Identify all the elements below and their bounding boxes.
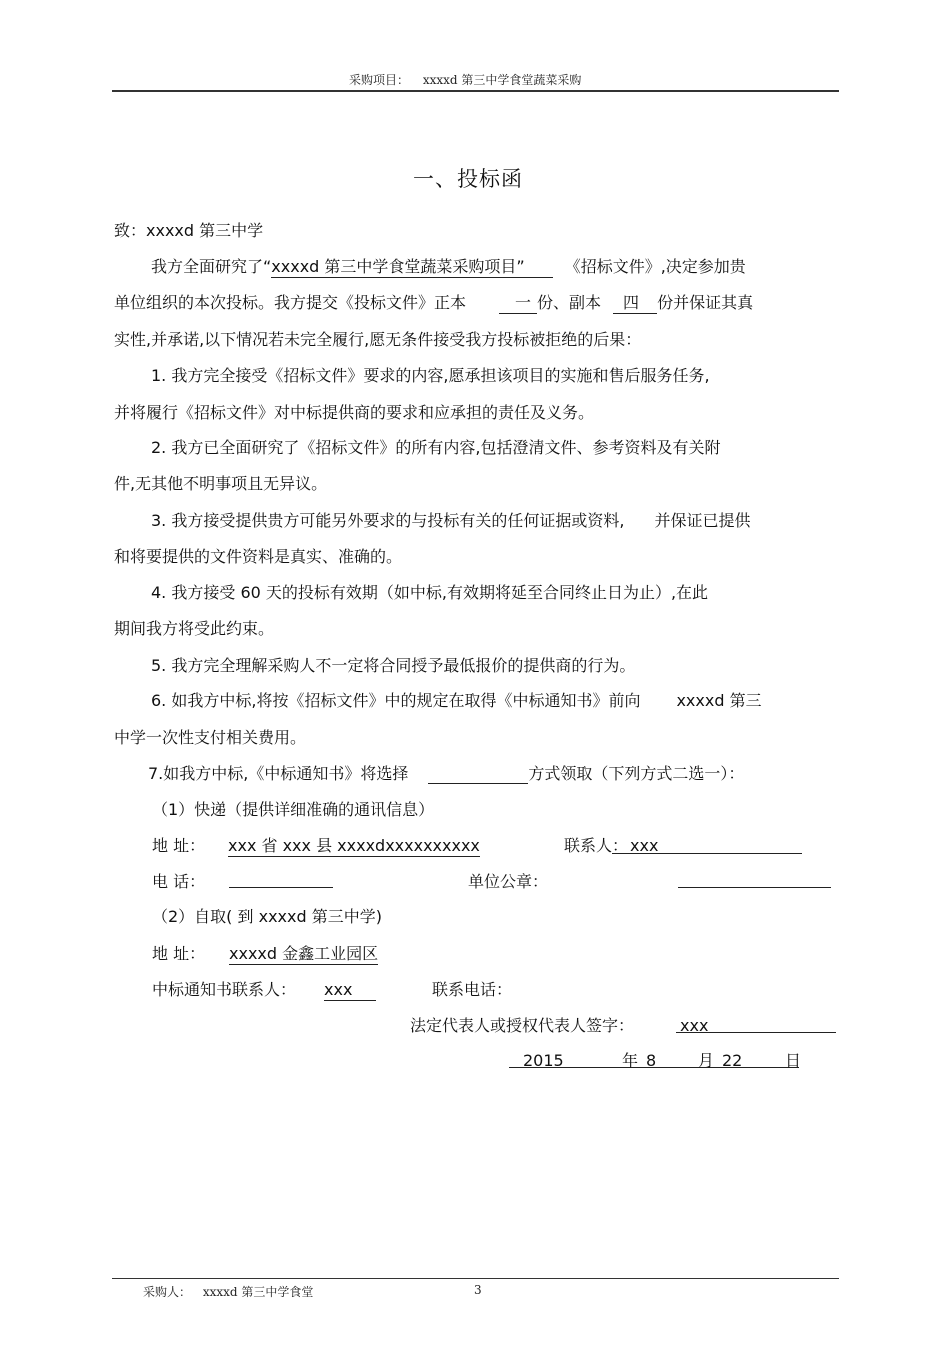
intro-line-2: [114, 293, 753, 314]
item-2-line-1: 2. 我方已全面研究了《招标文件》的所有内容,包括澄清文件、参考资料及有关附: [151, 438, 721, 457]
phone-label: 电 话：: [152, 872, 206, 891]
header-rule: [112, 90, 839, 92]
original-count: 一: [499, 293, 537, 314]
item-4-line-2: 期间我方将受此约束。: [114, 619, 275, 638]
header-project: xxxxd 第三中学食堂蔬菜采购: [422, 73, 582, 87]
item-1-line-2: 并将履行《招标文件》对中标提供商的要求和应承担的责任及义务。: [114, 403, 595, 422]
item-5: 5. 我方完全理解采购人不一定将合同授予最低报价的提供商的行为。: [151, 656, 636, 675]
date-month-unit: 月: [698, 1051, 715, 1070]
header-label: 采购项目：: [349, 73, 410, 87]
seal-blank: [678, 887, 831, 888]
page-title: 一、投标函: [413, 167, 523, 191]
pickup-address-label: 地 址：: [152, 944, 206, 963]
salutation: 致：xxxxd 第三中学: [114, 221, 264, 240]
date-year: 2015: [523, 1051, 564, 1070]
contact-value: xxx: [630, 836, 659, 855]
footer-buyer: xxxxd 第三中学食堂: [202, 1285, 314, 1299]
address-text: xxx 省 xxx 县 xxxxdxxxxxxxxxx: [228, 836, 480, 855]
phone-blank: [229, 887, 333, 888]
notice-contact-label: 中标通知书联系人：: [152, 980, 297, 999]
date-month: 8: [646, 1051, 657, 1070]
item-3-line-2: 和将要提供的文件资料是真实、准确的。: [114, 547, 403, 566]
item-3-line-1: [151, 511, 750, 531]
intro-line-1: [151, 257, 746, 278]
option-1-label: （1）快递（提供详细准确的通讯信息）: [152, 800, 435, 819]
pickup-address-value: [229, 944, 378, 965]
item-6-text: 6. 如我方中标,将按《招标文件》中的规定在取得《中标通知书》前向: [151, 691, 641, 710]
page-footer: [143, 1283, 313, 1300]
item-4-line-1: 4. 我方接受 60 天的投标有效期（如中标,有效期将延至合同终止日为止）,在此: [151, 583, 709, 602]
pickup-address-text: xxxxd 金鑫工业园区: [229, 944, 379, 963]
project-name: xxxxd 第三中学食堂蔬菜采购项目”: [271, 257, 552, 278]
footer-rule: [112, 1278, 839, 1279]
item-6-text: xxxxd 第三: [676, 691, 762, 710]
footer-label: 采购人：: [143, 1285, 192, 1299]
contact-underline: [612, 853, 802, 854]
item-7-text: 7.如我方中标,《中标通知书》将选择: [148, 764, 409, 783]
item-6-line-2: 中学一次性支付相关费用。: [114, 728, 307, 747]
date-year-unit: 年: [622, 1051, 639, 1070]
intro-text: 单位组织的本次投标。我方提交《投标文件》正本: [114, 293, 467, 312]
address-value: [228, 836, 480, 857]
item-3-text: 并保证已提供: [654, 511, 751, 530]
intro-text: 份、副本: [537, 293, 602, 312]
page-number: 3: [474, 1283, 482, 1297]
item-1-line-1: 1. 我方完全接受《招标文件》要求的内容,愿承担该项目的实施和售后服务任务,: [151, 366, 710, 385]
copy-count: 四: [613, 293, 657, 314]
seal-label: 单位公章：: [468, 872, 549, 891]
item-2-line-2: 件,无其他不明事项且无异议。: [114, 474, 328, 493]
signature-underline: [676, 1032, 836, 1033]
pickup-method-blank: [428, 765, 528, 784]
signature-label: 法定代表人或授权代表人签字：: [410, 1016, 635, 1035]
date-day-unit: 日: [785, 1051, 802, 1070]
item-6-line-1: [151, 691, 762, 711]
address-label: 地 址：: [152, 836, 206, 855]
intro-line-3: 实性,并承诺,以下情况若未完全履行,愿无条件接受我方投标被拒绝的后果：: [114, 330, 642, 349]
notice-contact-value: [324, 980, 376, 1001]
contact-label: 联系人：: [564, 836, 629, 855]
intro-text: 份并保证其真: [657, 293, 754, 312]
intro-text: 《招标文件》,决定参加贵: [564, 257, 746, 276]
item-7-text: 方式领取（下列方式二选一）：: [528, 764, 745, 783]
page-header: [349, 71, 581, 88]
date-day: 22: [722, 1051, 743, 1070]
item-7: [148, 764, 744, 784]
signature-value: xxx: [680, 1016, 709, 1035]
notice-phone-label: 联系电话：: [432, 980, 513, 999]
item-3-text: 3. 我方接受提供贵方可能另外要求的与投标有关的任何证据或资料,: [151, 511, 625, 530]
option-2-label: （2）自取( 到 xxxxd 第三中学): [152, 907, 382, 926]
intro-text: 我方全面研究了“: [151, 257, 272, 276]
notice-contact-text: xxx: [324, 980, 376, 1001]
